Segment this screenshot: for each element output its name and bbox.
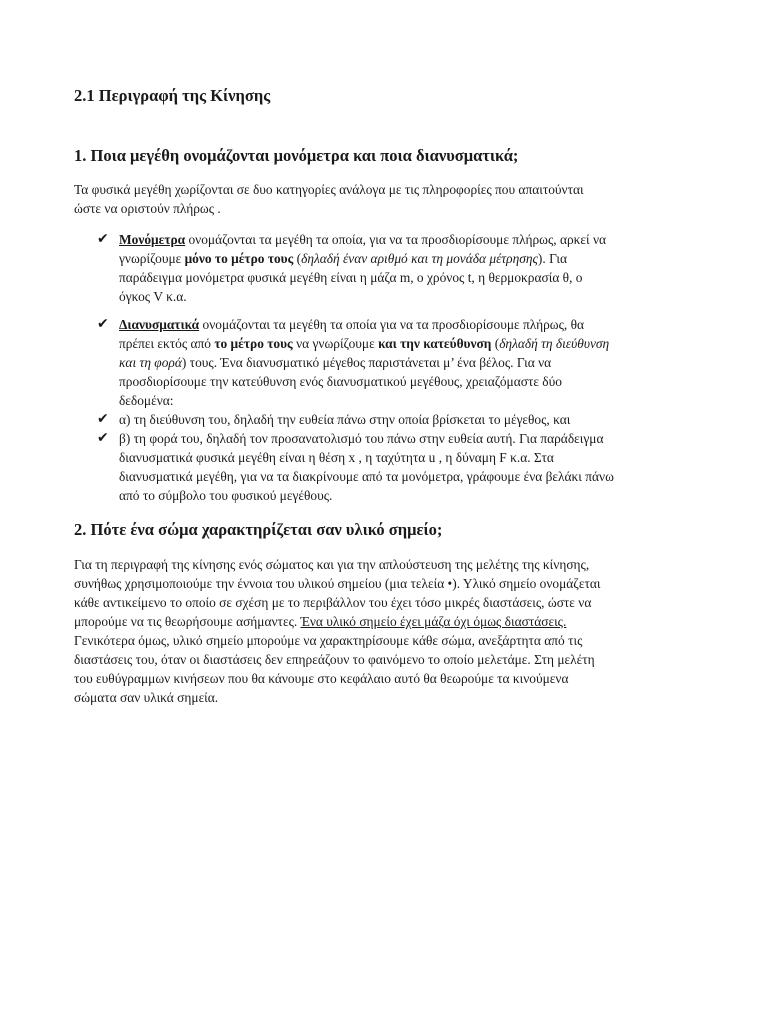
italic-run: δηλαδή έναν αριθμό και τη μονάδα μέτρησης [301, 251, 538, 266]
text-line: διαστάσεις του, όταν οι διαστάσεις δεν επηρεάζουν το φαινόμενο το οποίο μελετάμε. Στη μελέτη [74, 652, 595, 667]
text-run: ). Για [537, 251, 567, 266]
bullet-line [97, 315, 697, 334]
text-run: ) τους. Ένα διανυσματικό μέγεθος παριστάνεται μ’ ένα βέλος. Για να [181, 355, 552, 370]
text-run: ( [293, 251, 302, 266]
text-run: ονομάζονται τα μεγέθη τα οποία, για να τα προσδιορίσουμε πλήρως, αρκεί να [185, 232, 607, 247]
italic-run: και τη φορά [119, 355, 182, 370]
text-line: Γενικότερα όμως, υλικό σημείο μπορούμε να χαρακτηρίσουμε κάθε σώμα, ανεξάρτητα από τις [74, 633, 583, 648]
text-line: του ευθύγραμμων κινήσεων που θα κάνουμε στο κεφάλαιο αυτό θα θεωρούμε τα κινούμενα [74, 671, 569, 686]
intro-line: ώστε να οριστούν πλήρως . [74, 201, 221, 216]
text-run: ονομάζονται τα μεγέθη τα οποία για να τα προσδιορίσουμε πλήρως, θα [199, 317, 585, 332]
bullet-line: προσδιορίσουμε την κατεύθυνση ενός διανυσματικού μεγέθους, χρειαζόμαστε δύο [119, 374, 562, 389]
bold-run: μόνο το μέτρο τους [184, 251, 294, 266]
vector-term: Διανυσματικά [119, 317, 200, 332]
bullet-line: διανυσματικά φυσικά μεγέθη είναι η θέση x , η ταχύτητα u , η δύναμη F κ.α. Στα [119, 450, 554, 465]
text-run: γνωρίζουμε [119, 251, 185, 266]
text-run: μπορούμε να τις θεωρήσουμε ασήμαντες. [74, 614, 301, 629]
sub-item-b [97, 429, 697, 448]
bullet-line [97, 230, 697, 249]
italic-run: δηλαδή τη διεύθυνση [499, 336, 610, 351]
text-line: σώματα σαν υλικά σημεία. [74, 690, 219, 705]
text-run: πρέπει εκτός από [119, 336, 215, 351]
question-2-heading: 2. Πότε ένα σώμα χαρακτηρίζεται σαν υλικό σημείο; [74, 520, 443, 539]
section-title: 2.1 Περιγραφή της Κίνησης [74, 86, 271, 105]
check-icon: ✔ [97, 430, 109, 446]
intro-line: Τα φυσικά μεγέθη χωρίζονται σε δυο κατηγορίες ανάλογα με τις πληροφορίες που απαιτούνται [74, 182, 584, 197]
text-run: να γνωρίζουμε [292, 336, 379, 351]
bullet-line: όγκος V κ.α. [119, 289, 187, 304]
vector-definition-item [97, 315, 697, 505]
bullet-line [97, 353, 697, 372]
check-icon: ✔ [97, 231, 109, 247]
material-point-paragraph [74, 555, 704, 707]
text-line: Για τη περιγραφή της κίνησης ενός σώματος και για την απλούστευση της μελέτης της κίνησης, [74, 557, 590, 572]
bullet-line: παράδειγμα μονόμετρα φυσικά μεγέθη είναι η μάζα m, ο χρόνος t, η θερμοκρασία θ, ο [119, 270, 583, 285]
bold-run: και την κατεύθυνση [378, 336, 492, 351]
text-run: ( [491, 336, 500, 351]
text-line: κάθε αντικείμενο το οποίο σε σχέση με το περιβάλλον του έχει τόσο μικρές διαστάσεις, ώστε να [74, 595, 592, 610]
underlined-run: Ένα υλικό σημείο έχει μάζα όχι όμως διαστάσεις. [300, 614, 567, 629]
question-1-heading: 1. Ποια μεγέθη ονομάζονται μονόμετρα και ποια διανυσματικά; [74, 146, 519, 165]
check-icon: ✔ [97, 411, 109, 427]
text-run: β) τη φορά του, δηλαδή τον προσανατολισμό του πάνω στην ευθεία αυτή. Για παράδειγμα [119, 431, 604, 446]
bold-run: το μέτρο τους [214, 336, 293, 351]
sub-item-a [97, 410, 697, 429]
text-line: συνήθως χρησιμοποιούμε την έννοια του υλικού σημείου (μια τελεία •). Υλικό σημείο ονομάζεται [74, 576, 601, 591]
intro-paragraph [74, 180, 704, 218]
bullet-line [97, 334, 697, 353]
bullet-line: δεδομένα: [119, 393, 174, 408]
check-icon: ✔ [97, 316, 109, 332]
bullet-line: από το σύμβολο του φυσικού μεγέθους. [119, 488, 333, 503]
bullet-line: διανυσματικά μεγέθη, για να τα διακρίνουμε από τα μονόμετρα, γράφουμε ένα βελάκι πάνω [119, 469, 614, 484]
bullet-line [97, 249, 697, 268]
text-run: α) τη διεύθυνση του, δηλαδή την ευθεία πάνω στην οποία βρίσκεται το μέγεθος, και [119, 412, 571, 427]
scalar-definition-item [97, 230, 697, 306]
scalar-term: Μονόμετρα [119, 232, 186, 247]
